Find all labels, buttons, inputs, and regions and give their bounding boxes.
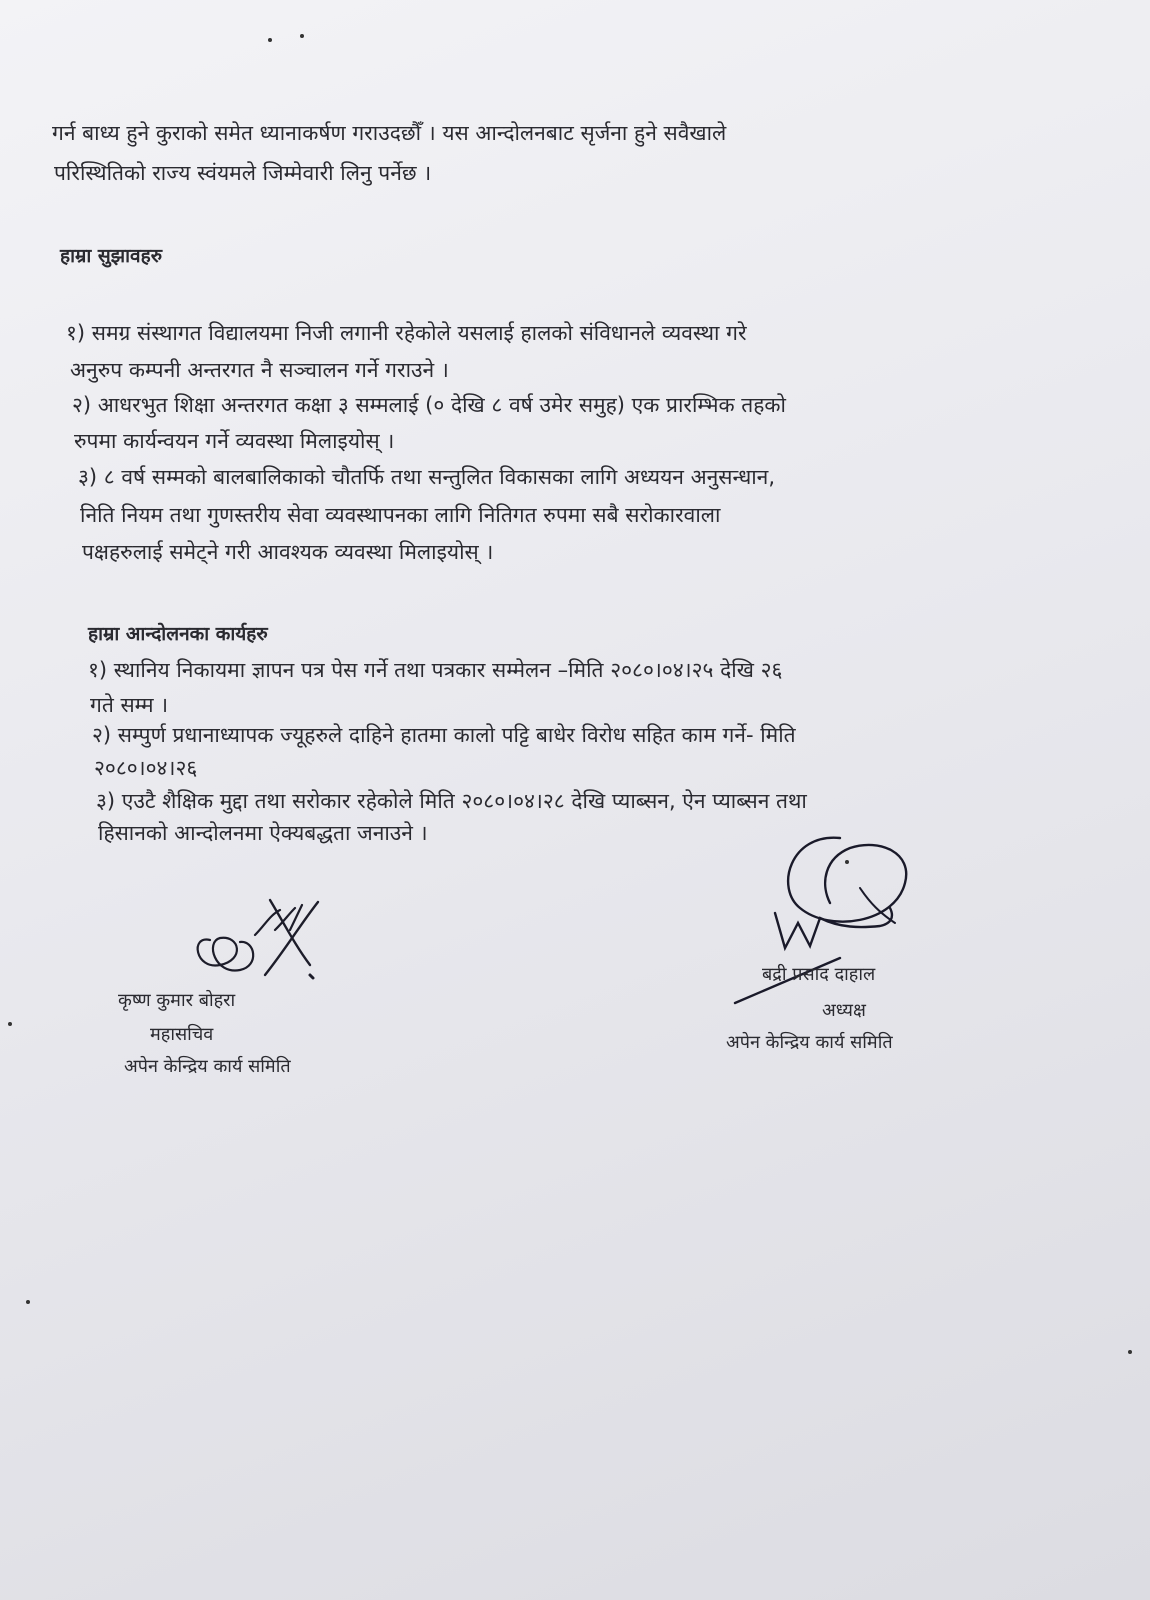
signature-left: [170, 880, 340, 1000]
suggestion-line: ३) ८ वर्ष सम्मको बालबालिकाको चौतर्फि तथा सन्तुलित विकासका लागि अध्ययन अनुसन्धान,: [78, 465, 775, 489]
suggestion-line: अनुरुप कम्पनी अन्तरगत नै सञ्चालन गर्ने गराउने ।: [70, 358, 449, 382]
left-signatory-title: महासचिव: [150, 1024, 214, 1045]
right-signatory-title: अध्यक्ष: [822, 1000, 866, 1021]
action-line: १) स्थानिय निकायमा ज्ञापन पत्र पेस गर्ने तथा पत्रकार सम्मेलन –मिति २०८०।०४।२५ देखि २६: [88, 658, 783, 682]
intro-line-1: गर्न बाध्य हुने कुराको समेत ध्यानाकर्षण गराउदछौँ । यस आन्दोलनबाट सृर्जना हुने सवैखाले: [52, 121, 727, 145]
suggestion-line: निति नियम तथा गुणस्तरीय सेवा व्यवस्थापनका लागि नितिगत रुपमा सबै सरोकारवाला: [80, 503, 721, 527]
action-line: गते सम्म ।: [90, 693, 169, 717]
suggestion-line: रुपमा कार्यन्वयन गर्ने व्यवस्था मिलाइयोस् ।: [74, 429, 395, 453]
intro-line-2: परिस्थितिको राज्य स्वंयमले जिम्मेवारी लिनु पर्नेछ ।: [54, 161, 432, 185]
left-signatory-org: अपेन केन्द्रिय कार्य समिति: [124, 1056, 291, 1077]
actions-heading: हाम्रा आन्दोलनका कार्यहरु: [88, 623, 268, 645]
right-signatory-org: अपेन केन्द्रिय कार्य समिति: [726, 1032, 893, 1053]
suggestions-heading: हाम्रा सुझावहरु: [60, 245, 163, 267]
action-line: २) सम्पुर्ण प्रधानाध्यापक ज्यूहरुले दाहिने हातमा कालो पट्टि बाधेर विरोध सहित काम गर्ने- मिति: [92, 723, 796, 747]
suggestion-line: पक्षहरुलाई समेट्ने गरी आवश्यक व्यवस्था मिलाइयोस् ।: [82, 540, 494, 564]
right-signatory-name: बद्री प्रसाद दाहाल: [762, 964, 876, 985]
action-line: हिसानको आन्दोलनमा ऐक्यबद्धता जनाउने ।: [98, 821, 428, 845]
paper-speck: [268, 38, 272, 42]
action-line: २०८०।०४।२६: [94, 756, 198, 780]
suggestion-line: १) समग्र संस्थागत विद्यालयमा निजी लगानी रहेकोले यसलाई हालको संविधानले व्यवस्था गरे: [66, 321, 747, 345]
left-signatory-name: कृष्ण कुमार बोहरा: [118, 990, 236, 1011]
action-line: ३) एउटै शैक्षिक मुद्दा तथा सरोकार रहेकोले मिति २०८०।०४।२८ देखि प्याब्सन, ऐन प्याब्सन तथा: [96, 789, 807, 813]
paper-speck: [300, 34, 304, 38]
paper-speck: [8, 1022, 12, 1026]
paper-speck: [26, 1300, 30, 1304]
suggestion-line: २) आधरभुत शिक्षा अन्तरगत कक्षा ३ सम्मलाई (० देखि ८ वर्ष उमेर समुह) एक प्रारम्भिक तहको: [72, 393, 786, 417]
paper-speck: [1128, 1350, 1132, 1354]
